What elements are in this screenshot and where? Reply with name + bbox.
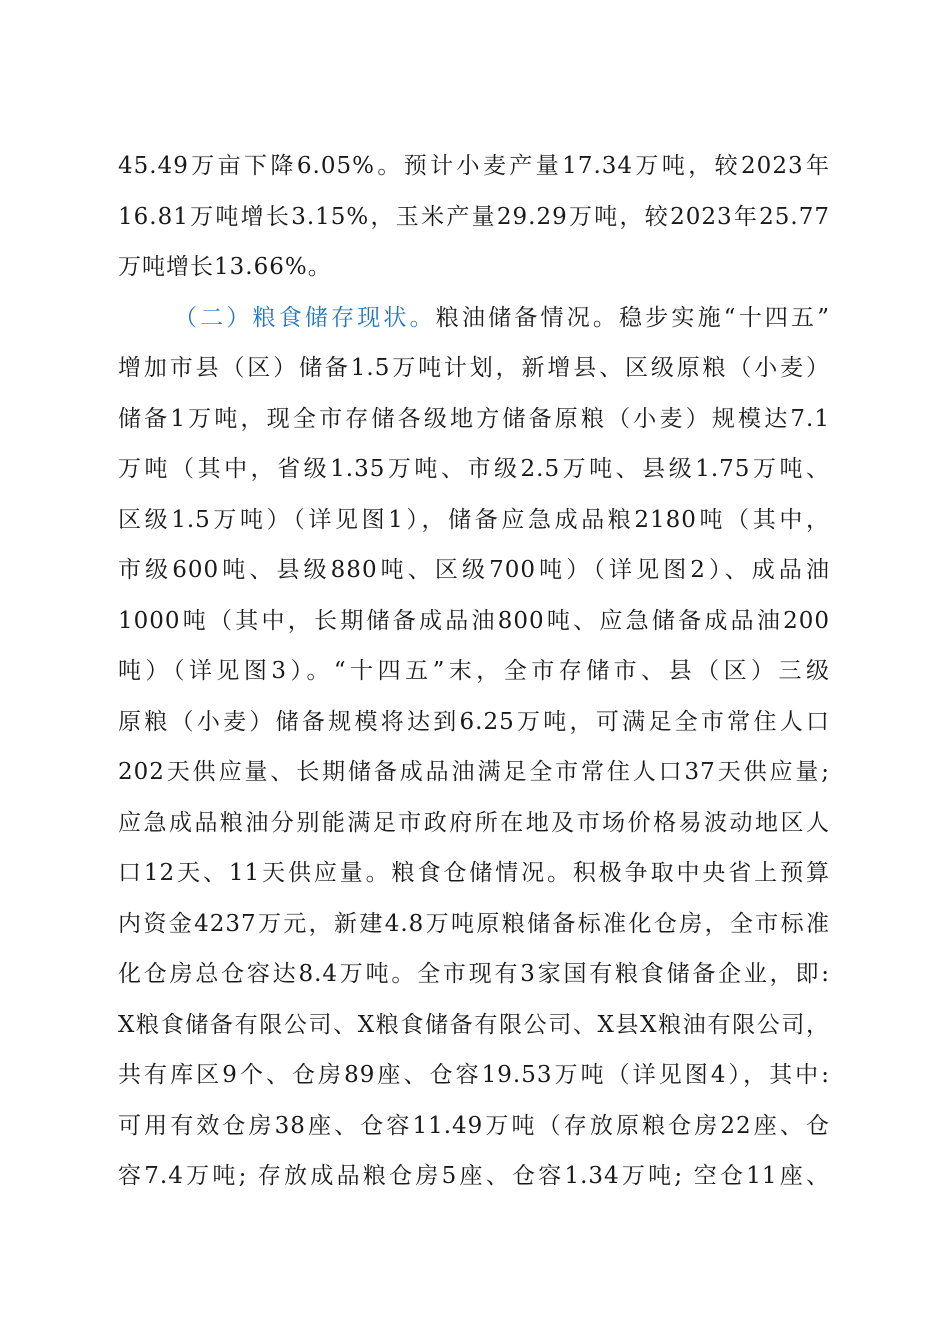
text-line: 1000吨（其中，长期储备成品油800吨、应急储备成品油200 <box>118 607 830 634</box>
text-line: 202天供应量、长期储备成品油满足全市常住人口37天供应量; <box>118 759 830 785</box>
heading-line-text: 粮油储备情况。稳步实施“十四五” <box>435 304 830 331</box>
document-body <box>118 141 830 1202</box>
text-line <box>118 293 830 344</box>
text-line: 共有库区9个、仓房89座、仓容19.53万吨（详见图4），其中: <box>118 1062 830 1088</box>
text-line: 万吨（其中，省级1.35万吨、市级2.5万吨、县级1.75万吨、 <box>118 456 830 482</box>
text-line: 容7.4万吨; 存放成品粮仓房5座、仓容1.34万吨; 空仓11座、 <box>118 1163 830 1189</box>
paragraph-crop-yield <box>118 141 830 293</box>
text-line: 应急成品粮油分别能满足市政府所在地及市场价格易波动地区人 <box>118 809 830 836</box>
text-line: 原粮（小麦）储备规模将达到6.25万吨，可满足全市常住人口 <box>118 708 830 735</box>
text-line: 市级600吨、县级880吨、区级700吨）（详见图2）、成品油 <box>118 557 830 583</box>
text-line: 化仓房总仓容达8.4万吨。全市现有3家国有粮食储备企业，即: <box>118 961 830 987</box>
text-line: 45.49万亩下降6.05%。预计小麦产量17.34万吨，较2023年 <box>118 153 830 179</box>
text-line: 增加市县（区）储备1.5万吨计划，新增县、区级原粮（小麦） <box>118 355 830 381</box>
paragraph-grain-storage <box>118 293 830 1202</box>
text-line: 区级1.5万吨）（详见图1），储备应急成品粮2180吨（其中， <box>118 506 830 533</box>
text-line: 储备1万吨，现全市存储各级地方储备原粮（小麦）规模达7.1 <box>118 405 830 432</box>
text-line: 吨）（详见图3）。“十四五”末，全市存储市、县（区）三级 <box>118 658 830 684</box>
text-line: 口12天、11天供应量。粮食仓储情况。积极争取中央省上预算 <box>118 860 830 886</box>
text-line: 可用有效仓房38座、仓容11.49万吨（存放原粮仓房22座、仓 <box>118 1112 830 1139</box>
section-heading: （二）粮食储存现状。 <box>174 304 436 331</box>
text-line: 16.81万吨增长3.15%，玉米产量29.29万吨，较2023年25.77 <box>118 203 830 230</box>
text-line: X粮食储备有限公司、X粮食储备有限公司、X县X粮油有限公司， <box>118 1011 830 1038</box>
text-line: 内资金4237万元，新建4.8万吨原粮储备标准化仓房，全市标准 <box>118 910 830 937</box>
text-line: 万吨增长13.66%。 <box>118 254 332 280</box>
